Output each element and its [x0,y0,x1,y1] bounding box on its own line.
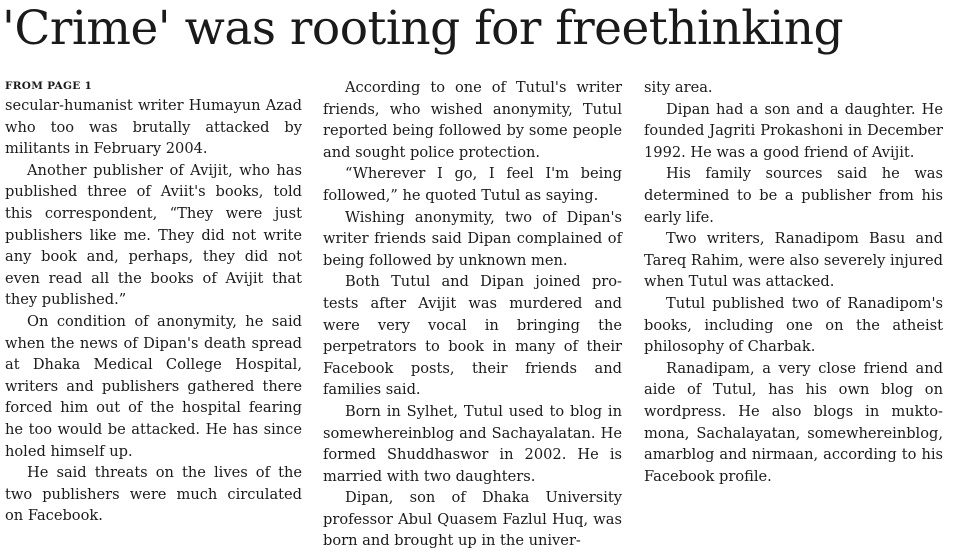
paragraph: His family sources said he was determined to be a publisher from his early life. [644,165,943,226]
paragraph: Wishing anonymity, two of Dipan's writer friends said Dipan complained of being followed by unknown men. [323,208,622,269]
paragraph: Born in Sylhet, Tutul used to blog in somewhereinblog and Sachayalatan. He formed Shuddhaswor in 2002. He is married with two daughters. [323,402,622,485]
paragraph: On condition of anonymity, he said when the news of Dipan's death spread at Dhaka Medical College Hospital, writers and publishers gathered there forced him out of the hospital fearing he too would be attacked. He has since holed himself up. [5,312,302,460]
paragraph: Two writers, Ranadipom Basu and Tareq Rahim, were also severely injured when Tutul was attacked. [644,230,943,291]
paragraph: Another publisher of Avijit, who has published three of Aviit's books, told this correspondent, “They were just publishers like me. They did not write any book and, perhaps, they did not even read all the books of Avijit that they published.” [5,161,302,309]
paragraph: Tutul published two of Ranadipom's books, including one on the atheist philosophy of Charbak. [644,294,943,356]
paragraph: “Wherever I go, I feel I'm being followed,” he quoted Tutul as saying. [323,165,622,204]
paragraph: He said threats on the lives of the two publishers were much circulated on Facebook. [5,464,302,525]
paragraph: Dipan had a son and a daughter. He founded Jagriti Prokashoni in December 1992. He was a good friend of Avijit. [644,100,943,161]
paragraph: sity area. [644,79,713,96]
paragraph: secular-humanist writer Humayun Azad who too was brutally attacked by militants in February 2004. [5,97,302,158]
continuation-kicker: FROM PAGE 1 [5,80,93,92]
paragraph: Ranadipam, a very close friend and aide of Tutul, has his own blog on wordpress. He also blogs in mukto-mona, Sachalayatan, somewhereinblog, amarblog and nirmaan, according to his Facebook profile. [644,359,943,485]
article-column-1 [5,77,302,527]
paragraph: According to one of Tutul's writer friends, who wished anonymity, Tutul reported being followed by some people and sought police protection. [323,79,622,161]
article-column-3 [644,77,943,487]
headline: 'Crime' was rooting for freethinking [2,1,844,56]
article-column-2 [323,77,622,552]
paragraph: Dipan, son of Dhaka University professor Abul Quasem Fazlul Huq, was born and brought up in the univer- [323,489,622,550]
paragraph: Both Tutul and Dipan joined pro-tests after Avijit was murdered and were very vocal in bringing the perpetrators to book in many of their Facebook posts, their friends and families said. [323,273,622,399]
